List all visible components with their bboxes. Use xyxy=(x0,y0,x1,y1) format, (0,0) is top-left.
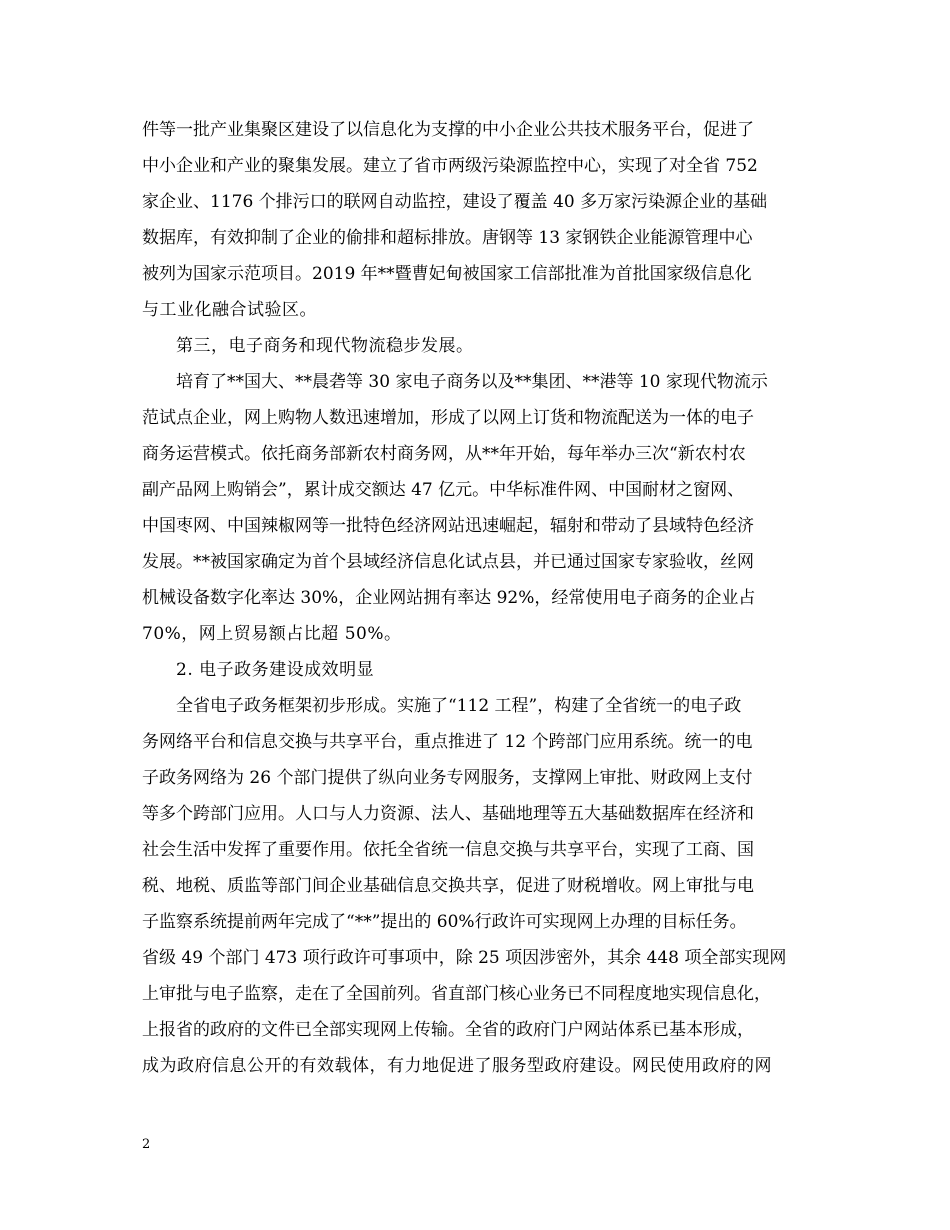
text-line: 2. 电子政务建设成效明显 xyxy=(176,660,375,680)
text-line: 家企业、1176 个排污口的联网自动监控，建设了覆盖 40 多万家污染源企业的基础 xyxy=(142,192,768,212)
text-line: 中国枣网、中国辣椒网等一批特色经济网站迅速崛起，辐射和带动了县域特色经济 xyxy=(142,516,754,536)
text-line: 第三，电子商务和现代物流稳步发展。 xyxy=(176,336,474,356)
page-number: 2 xyxy=(142,1137,151,1152)
text-line: 范试点企业，网上购物人数迅速增加，形成了以网上订货和物流配送为一体的电子 xyxy=(142,408,754,428)
text-line: 上审批与电子监察，走在了全国前列。省直部门核心业务已不同程度地实现信息化， xyxy=(142,984,771,1004)
text-line: 上报省的政府的文件已全部实现网上传输。全省的政府门户网站体系已基本形成， xyxy=(142,1020,754,1040)
text-line: 发展。**被国家确定为首个县域经济信息化试点县，并已通过国家专家验收，丝网 xyxy=(142,552,754,572)
text-line: 数据库，有效抑制了企业的偷排和超标排放。唐钢等 13 家钢铁企业能源管理中心 xyxy=(142,228,753,248)
text-line: 副产品网上购销会”，累计成交额达 47 亿元。中华标准件网、中国耐材之窗网、 xyxy=(142,480,745,500)
text-line: 省级 49 个部门 473 项行政许可事项中，除 25 项因涉密外，其余 448 项全部实现网 xyxy=(142,948,787,968)
text-line: 成为政府信息公开的有效载体，有力地促进了服务型政府建设。网民使用政府的网 xyxy=(142,1056,772,1076)
text-line: 务网络平台和信息交换与共享平台，重点推进了 12 个跨部门应用系统。统一的电 xyxy=(142,732,753,752)
text-line: 机械设备数字化率达 30%，企业网站拥有率达 92%，经常使用电子商务的企业占 xyxy=(142,588,756,608)
text-line: 子监察系统提前两年完成了“**”提出的 60%行政许可实现网上办理的目标任务。 xyxy=(142,912,747,932)
text-line: 70%，网上贸易额占比超 50%。 xyxy=(142,624,402,644)
text-line: 培育了**国大、**晨砻等 30 家电子商务以及**集团、**港等 10 家现代物流示 xyxy=(176,372,768,392)
text-line: 商务运营模式。依托商务部新农村商务网，从**年开始，每年举办三次“新农村农 xyxy=(142,444,746,464)
text-line: 中小企业和产业的聚集发展。建立了省市两级污染源监控中心，实现了对全省 752 xyxy=(142,156,758,176)
text-line: 子政务网络为 26 个部门提供了纵向业务专网服务，支撑网上审批、财政网上支付 xyxy=(142,768,753,788)
text-line: 税、地税、质监等部门间企业基础信息交换共享，促进了财税增收。网上审批与电 xyxy=(142,876,754,896)
text-line: 等多个跨部门应用。人口与人力资源、法人、基础地理等五大基础数据库在经济和 xyxy=(142,804,754,824)
text-line: 全省电子政务框架初步形成。实施了“112 工程”，构建了全省统一的电子政 xyxy=(176,696,742,716)
text-line: 被列为国家示范项目。2019 年**暨曹妃甸被国家工信部批准为首批国家级信息化 xyxy=(142,264,752,284)
text-line: 社会生活中发挥了重要作用。依托全省统一信息交换与共享平台，实现了工商、国 xyxy=(142,840,754,860)
text-line: 与工业化融合试验区。 xyxy=(142,300,317,320)
body-text xyxy=(142,112,802,1084)
text-line: 件等一批产业集聚区建设了以信息化为支撑的中小企业公共技术服务平台，促进了 xyxy=(142,120,754,140)
